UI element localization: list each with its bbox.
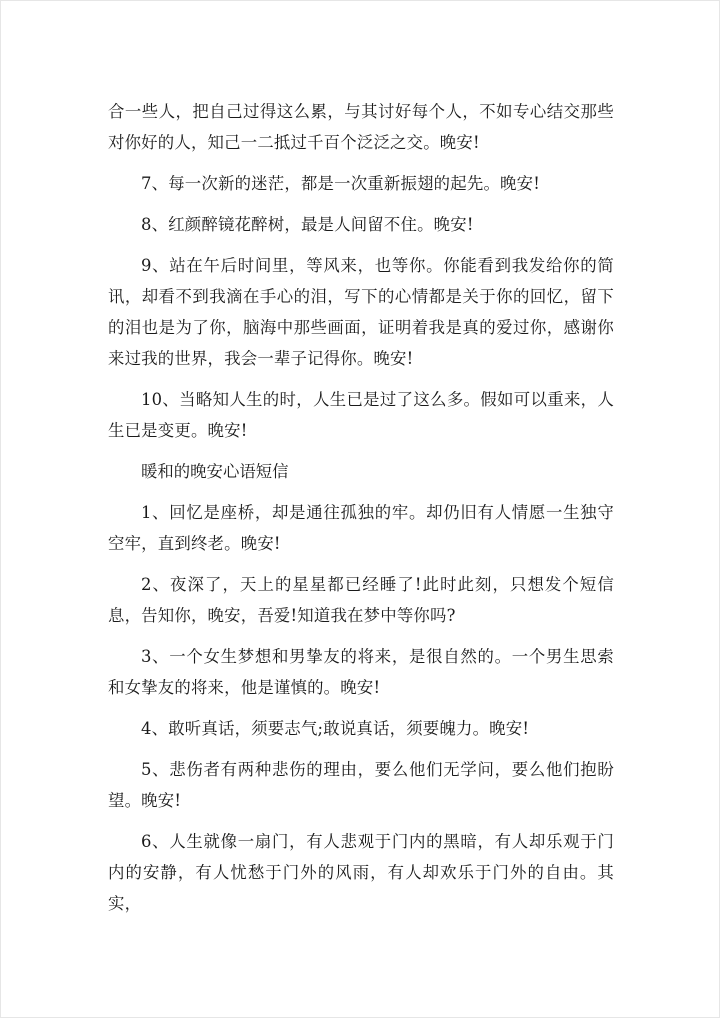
paragraph-continued: 合一些人，把自己过得这么累，与其讨好每个人，不如专心结交那些对你好的人，知己一二抵过千百个泛泛之交。晚安! [108,102,614,152]
paragraph-item-4: 4、敢听真话，须要志气;敢说真话，须要魄力。晚安! [141,719,530,738]
paragraph-item-7: 7、每一次新的迷茫，都是一次重新振翅的起先。晚安! [141,174,540,193]
paragraph-item-9: 9、站在午后时间里，等风来，也等你。你能看到我发给你的简讯，却看不到我滴在手心的泪，写下的心情都是关于你的回忆，留下的泪也是为了你，脑海中那些画面，证明着我是真的爱过你，感谢你来过我的世界，我会一辈子记得你。晚安! [108,256,614,368]
paragraph-item-6: 6、人生就像一扇门，有人悲观于门内的黑暗，有人却乐观于门内的安静，有人忧愁于门外的风雨，有人却欢乐于门外的自由。其实， [108,832,614,913]
paragraph-item-10: 10、当略知人生的时，人生已是过了这么多。假如可以重来，人生已是变更。晚安! [108,390,614,440]
document-body [108,96,614,919]
paragraph-item-8: 8、红颜醉镜花醉树，最是人间留不住。晚安! [141,215,474,234]
paragraph-item-1: 1、回忆是座桥，却是通往孤独的牢。却仍旧有人情愿一生独守空牢，直到终老。晚安! [108,503,614,553]
paragraph-item-2: 2、夜深了，天上的星星都已经睡了!此时此刻，只想发个短信息，告知你，晚安，吾爱!知道我在梦中等你吗? [108,575,614,625]
section-heading: 暖和的晚安心语短信 [141,462,289,481]
paragraph-item-5: 5、悲伤者有两种悲伤的理由，要么他们无学问，要么他们抱盼望。晚安! [108,760,614,810]
paragraph-item-3: 3、一个女生梦想和男挚友的将来，是很自然的。一个男生思索和女挚友的将来，他是谨慎的。晚安! [108,647,614,697]
